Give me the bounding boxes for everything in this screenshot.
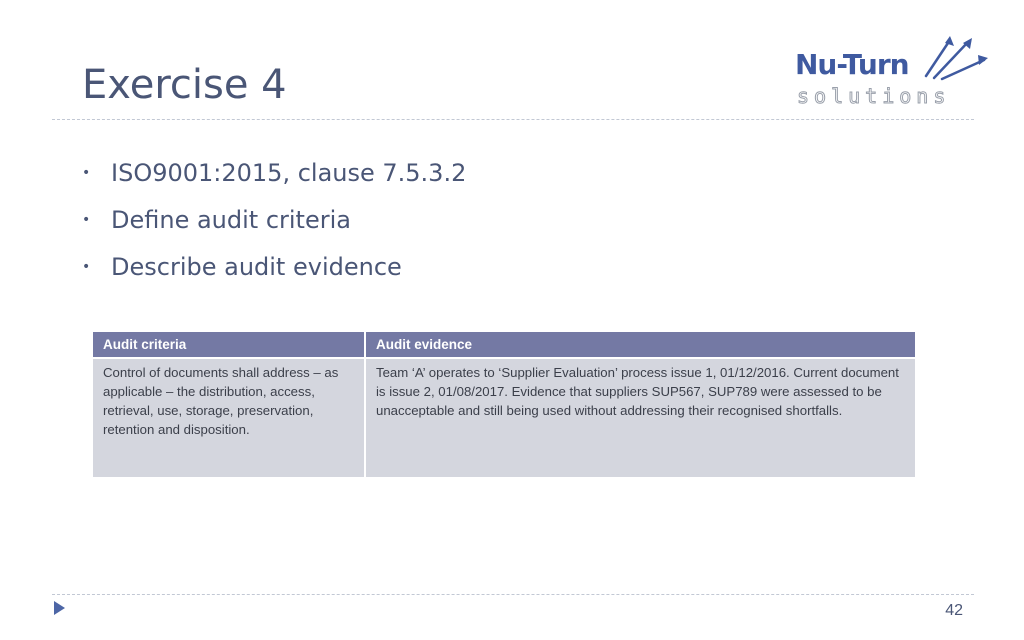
bullet-text: Define audit criteria bbox=[111, 206, 351, 234]
column-header-audit-evidence: Audit evidence bbox=[366, 332, 915, 359]
company-logo bbox=[795, 34, 995, 112]
audit-criteria-cell: Control of documents shall address – as applicable – the distribution, access, retrieval, use, storage, preservation, retention and disposition. bbox=[93, 359, 366, 477]
title-divider bbox=[52, 119, 974, 120]
logo-tagline: solutions bbox=[797, 84, 951, 108]
bullet-text: ISO9001:2015, clause 7.5.3.2 bbox=[111, 159, 467, 187]
logo-wordmark: Nu-Turn bbox=[795, 48, 909, 81]
arrows-icon bbox=[920, 34, 990, 84]
bullet-marker: • bbox=[82, 212, 91, 228]
audit-table bbox=[93, 332, 915, 477]
bullet-marker: • bbox=[82, 165, 91, 181]
bullet-text: Describe audit evidence bbox=[111, 253, 402, 281]
column-header-audit-criteria: Audit criteria bbox=[93, 332, 366, 359]
slide-title: Exercise 4 bbox=[82, 62, 287, 108]
page-number: 42 bbox=[945, 602, 963, 619]
footer-divider bbox=[52, 594, 974, 595]
play-triangle-icon[interactable] bbox=[54, 601, 65, 615]
audit-evidence-cell: Team ‘A’ operates to ‘Supplier Evaluation’ process issue 1, 01/12/2016. Current document is issue 2, 01/08/2017. Evidence that suppliers SUP567, SUP789 were assessed to be unacceptable and still being used without addressing their recognised shortfalls. bbox=[366, 359, 915, 477]
table-row bbox=[93, 359, 915, 477]
table-header-row bbox=[93, 332, 915, 359]
bullet-marker: • bbox=[82, 259, 91, 275]
